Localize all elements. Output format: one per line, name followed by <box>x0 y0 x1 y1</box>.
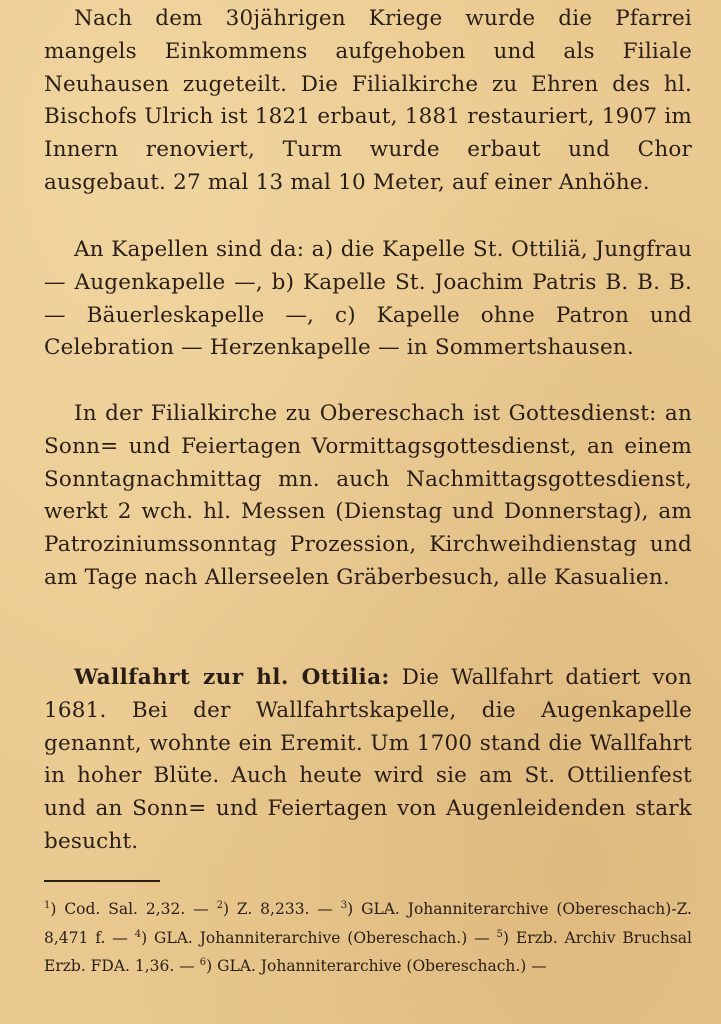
paragraph-chapels: An Kapellen sind da: a) die Kapelle St. Ottiliä, Jungfrau — Augenkapelle —, b) Kapelle St. Joachim Patris B. B. B. — Bäuerleskapelle —, c) Kapelle ohne Patron und Celebration — Herzenkapelle — in Sommertshausen. <box>44 237 692 361</box>
footnotes: $^1$) Cod. Sal. 2,32. — $^2$) Z. 8,233. — $^3$) GLA. Johanniterarchive (Obereschach)-Z. 8,471 f. — $^4$) GLA. Johanniterarchive (Obereschach.) — $^5$) Erzb. Archiv Bruchsal Erzb. FDA. 1,36. — $^6$) GLA. Johanniterarchive (Obereschach.) — <box>44 900 692 975</box>
footnote-mark: 4 <box>134 928 142 940</box>
pilgrimage-body: Die Wallfahrt datiert von 1681. Bei der Wallfahrtskapelle, die Augenkapelle genannt, wohnte ein Eremit. Um 1700 stand die Wallfahrt in hoher Blüte. Auch heute wird sie am St. Ottilienfest und an Sonn= und Feiertagen von Augenleidenden stark besucht. <box>44 665 692 854</box>
paragraph-parish-history: Nach dem 30jährigen Kriege wurde die Pfarrei mangels Einkommens aufgehoben und als Filiale Neuhausen zugeteilt. Die Filialkirche zu Ehren des hl. Bischofs Ulrich ist 1821 erbaut, 1881 restauriert, 1907 im Innern renoviert, Turm wurde erbaut und Chor ausgebaut. 27 mal 13 mal 10 Meter, auf einer Anhöhe. <box>44 6 692 195</box>
footnote-text: GLA. Johanniterarchive (Obereschach.) — <box>154 928 497 947</box>
footnote-text: GLA. Johanniterarchive (Obereschach)-Z. 8,471 f. — <box>44 900 692 947</box>
footnote-mark: 5 <box>496 928 503 940</box>
footnote-mark: 3 <box>340 900 348 911</box>
paragraph-services: In der Filialkirche zu Obereschach ist Gottesdienst: an Sonn= und Feiertagen Vormittagsgottesdienst, an einem Sonntagnachmittag mn. auch Nachmittagsgottesdienst, werkt 2 wch. hl. Messen (Dienstag und Donnerstag), am Patroziniumssonntag Prozession, Kirchweihdienstag und am Tage nach Allerseelen Gräberbesuch, alle Kasualien. <box>44 401 692 590</box>
paragraph-pilgrimage <box>44 662 692 859</box>
footnote-mark: 6 <box>199 957 207 968</box>
footnote-divider <box>44 880 160 882</box>
footnote-text: Z. 8,233. — <box>236 900 341 918</box>
footnote-text: Erzb. Archiv Bruchsal Erzb. FDA. 1,36. — <box>44 928 692 975</box>
footnote-text: Cod. Sal. 2,32. — <box>64 900 217 918</box>
footnote-text: GLA. Johanniterarchive (Obereschach.) — <box>217 957 547 975</box>
pilgrimage-heading: Wallfahrt zur hl. Ottilia: <box>74 665 390 690</box>
document-page <box>44 0 692 1024</box>
footnote-mark: 2 <box>216 900 223 911</box>
footnote-mark: 1 <box>44 900 51 911</box>
